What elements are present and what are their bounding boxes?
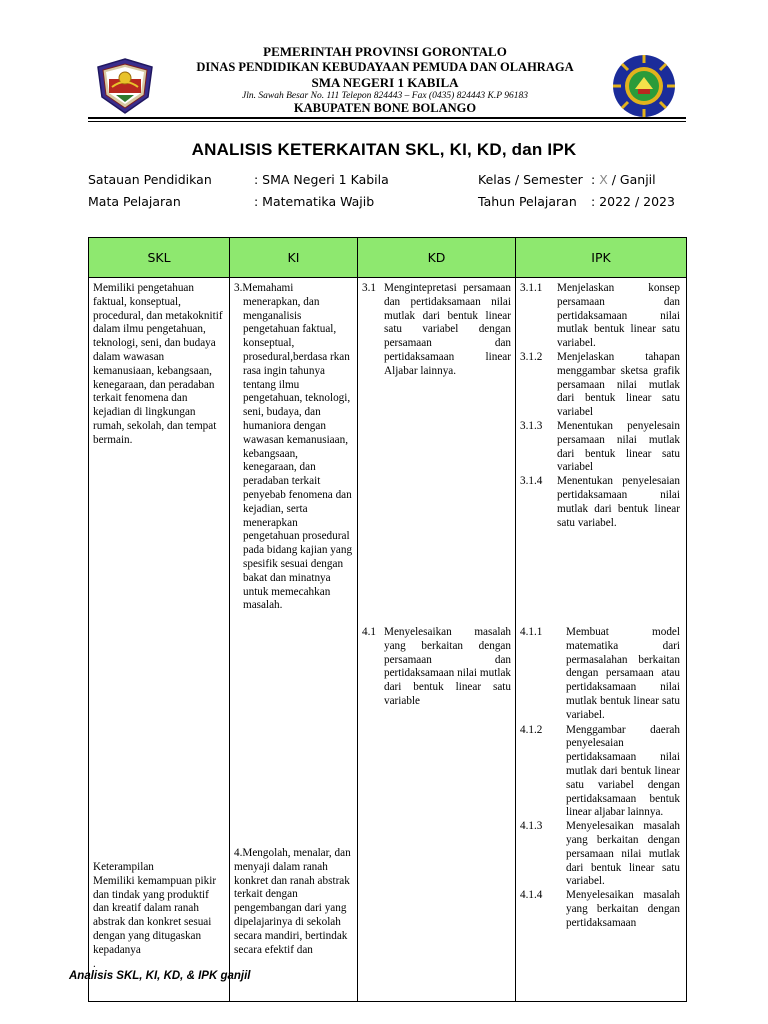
kd-text: Mengintepretasi persamaan dan pertidaksamaan nilai mutlak dari bentuk linear satu variabel dengan persamaan dan pertidaksamaan linear Aljabar lainnya. — [384, 282, 511, 377]
page-footer: Analisis SKL, KI, KD, & IPK ganjil — [69, 970, 251, 982]
letterhead-school: SMA NEGERI 1 KABILA — [311, 75, 459, 90]
ipk-text: Menjelaskan tahapan menggambar sketsa grafik persamaan nilai mutlak dari bentuk linear satu variabel — [557, 350, 680, 419]
ipk-item — [520, 889, 680, 930]
skl-skill-end: . — [93, 957, 96, 970]
skl-skill-text: Memiliki kemampuan pikir dan tindak yang produktif dan kreatif dalam ranah abstrak dan konkret sesuai dengan yang ditugaskan kepadanya — [93, 874, 217, 956]
ki-cell — [230, 278, 358, 1002]
document-title: ANALISIS KETERKAITAN SKL, KI, KD, dan IPK — [191, 140, 577, 159]
skl-skill-label: Keterampilan — [93, 861, 154, 873]
kd-item — [362, 626, 511, 709]
letterhead-regency: KABUPATEN BONE BOLANGO — [293, 101, 477, 115]
ipk-item — [520, 724, 680, 821]
year-label: Tahun Pelajaran — [478, 194, 577, 209]
ipk-number: 4.1.4 — [520, 889, 543, 902]
school-label: Satauan Pendidikan — [88, 172, 212, 187]
letterhead-address: Jln. Sawah Besar No. 111 Telepon 824443 – Fax (0435) 824443 K.P 96183 — [242, 91, 528, 101]
ipk-number: 3.1.1 — [520, 282, 543, 294]
class-value — [591, 172, 656, 187]
ipk-item — [520, 420, 680, 475]
ipk-group-4 — [520, 626, 680, 931]
class-value-semester: / Ganjil — [607, 172, 656, 187]
header-skl: SKL — [89, 238, 230, 278]
ipk-number: 4.1.1 — [520, 626, 543, 638]
ipk-text: Menyelesaikan masalah yang berkaitan dengan pertidaksamaan — [566, 889, 680, 929]
ipk-item — [520, 475, 680, 530]
ipk-number: 3.1.2 — [520, 350, 543, 363]
ipk-item — [520, 626, 680, 723]
provincial-emblem-icon — [94, 57, 156, 115]
ki3-number: 3. — [234, 282, 243, 294]
ipk-number: 3.1.4 — [520, 475, 543, 488]
ipk-text: Menjelaskan konsep persamaan dan pertidaksamaan nilai mutlak bentuk linear satu variabel. — [557, 282, 680, 350]
ipk-text: Menentukan penyelesain persamaan nilai mutlak dari bentuk linear satu variabel — [557, 419, 680, 474]
ipk-number: 4.1.3 — [520, 820, 543, 833]
letterhead — [0, 0, 768, 124]
ki3-text: menerapkan, dan menganalisis pengetahuan faktual, konseptual, prosedural,berdasa rkan rasa ingin tahunya tentang ilmu pengetahuan, teknologi, seni, budaya, dan humaniora dengan wawasan kemanusiaan, kebangsaan, kenegaraan, dan peradaban terkait penyebab fenomena dan kejadian, serta menerapkan pengetahuan prosedural pada bidang kajian yang spesifik sesuai dengan bakat dan minatnya untuk memecahkan masalah. — [243, 295, 353, 612]
ipk-item — [520, 351, 680, 420]
analysis-table — [88, 237, 687, 1002]
school-value: : SMA Negeri 1 Kabila — [254, 172, 389, 187]
letterhead-government: PEMERINTAH PROVINSI GORONTALO — [263, 44, 507, 59]
ipk-number: 4.1.2 — [520, 723, 543, 736]
header-kd: KD — [358, 238, 516, 278]
class-label: Kelas / Semester — [478, 172, 583, 187]
letterhead-rule-thick — [88, 117, 686, 119]
school-emblem-icon — [611, 53, 677, 119]
skl-knowledge: Memiliki pengetahuan faktual, konseptual, procedural, dan metakoknitif dalam ilmu pengetahuan, teknologi, seni, dan budaya dalam wawasan kemanusiaan, kebangsaan, kenegaraan, dan peradaban terkait fenomena dan kejadian di lingkungan rumah, sekolah, dan tempat bermain. — [93, 282, 223, 446]
skl-skill-block — [93, 861, 225, 971]
skl-cell — [89, 278, 230, 1002]
class-value-grade: X — [599, 172, 608, 187]
header-ipk: IPK — [516, 238, 687, 278]
kd-number: 4.1 — [362, 626, 376, 638]
ki3-first-word: Memahami — [242, 282, 294, 294]
letterhead-department: DINAS PENDIDIKAN KEBUDAYAAN PEMUDA DAN OLAHRAGA — [196, 60, 574, 74]
class-value-prefix: : — [591, 172, 600, 187]
ipk-text: Membuat model matematika dari permasalahan berkaitan dengan persamaan atau pertidaksamaan nilai mutlak bentuk linear satu variabel. — [566, 626, 680, 721]
ipk-item — [520, 820, 680, 889]
ipk-number: 3.1.3 — [520, 419, 543, 432]
header-ki: KI — [230, 238, 358, 278]
kd-cell — [358, 278, 516, 1002]
kd-item — [362, 282, 511, 379]
subject-value: : Matematika Wajib — [254, 194, 375, 209]
ipk-item — [520, 282, 680, 351]
kd-number: 3.1 — [362, 282, 376, 294]
table-header-row — [89, 238, 687, 278]
ipk-cell — [516, 278, 687, 1002]
ki3-block — [234, 282, 353, 296]
subject-label: Mata Pelajaran — [88, 194, 181, 209]
ki4-text: 4.Mengolah, menalar, dan menyaji dalam ranah konkret dan ranah abstrak terkait dengan pengembangan dari yang dipelajarinya di sekolah secara mandiri, bertindak secara efektif dan — [234, 847, 351, 956]
kd-text: Menyelesaikan masalah yang berkaitan dengan persamaan dan pertidaksamaan nilai mutlak dari bentuk linear satu variable — [384, 626, 511, 707]
ipk-text: Menentukan penyelesaian pertidaksamaan nilai mutlak dari bentuk linear satu variabel. — [557, 475, 680, 529]
letterhead-rule-thin — [88, 121, 686, 122]
ipk-text: Menggambar daerah penyelesaian pertidaksamaan nilai mutlak dari bentuk linear satu variabel dengan pertidaksamaan bentuk linear aljabar lainnya. — [566, 723, 680, 819]
ipk-text: Menyelesaikan masalah yang berkaitan dengan persamaan nilai mutlak dari bentuk linear satu variabel. — [566, 820, 680, 888]
year-value: : 2022 / 2023 — [591, 194, 675, 209]
table-row — [89, 278, 687, 1002]
